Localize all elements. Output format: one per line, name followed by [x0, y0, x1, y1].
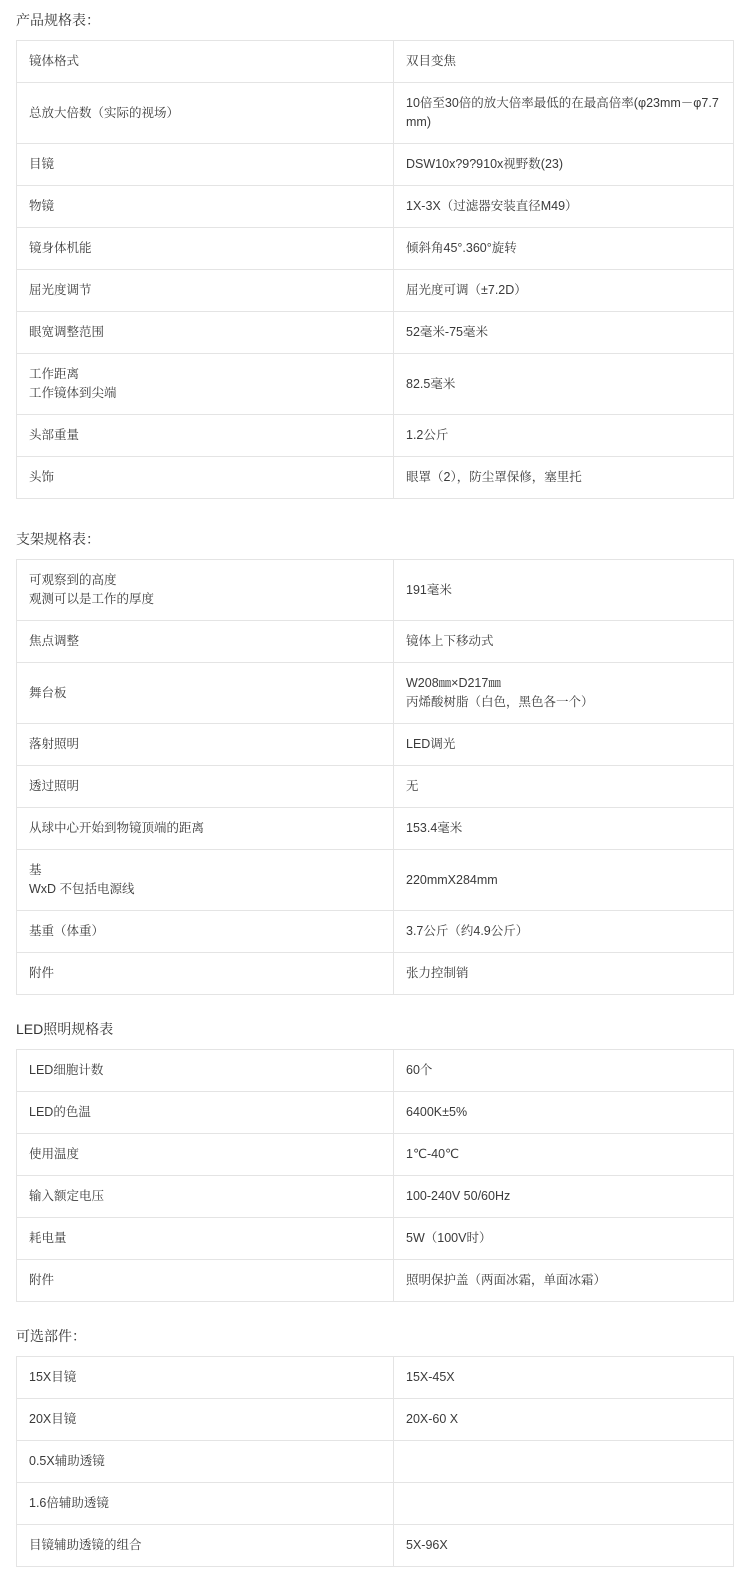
spec-label-line: WxD 不包括电源线	[29, 882, 135, 896]
spec-label-cell	[17, 1176, 394, 1218]
spec-label-line: 使用温度	[29, 1147, 80, 1161]
spec-label-line: LED细胞计数	[29, 1063, 104, 1077]
spec-label-line: 1.6倍辅助透镜	[29, 1496, 109, 1510]
spec-value-cell	[394, 1399, 734, 1441]
spec-value-line: 屈光度可调（±7.2D）	[406, 283, 527, 297]
table-row	[17, 83, 734, 144]
spec-label-cell	[17, 228, 394, 270]
spec-label-line: 输入额定电压	[29, 1189, 105, 1203]
spec-value-cell	[394, 560, 734, 621]
table-row	[17, 1176, 734, 1218]
table-row	[17, 766, 734, 808]
spec-value-line: 100-240V 50/60Hz	[406, 1189, 511, 1203]
section-title: LED照明规格表	[16, 1021, 114, 1037]
section-spacer	[16, 1302, 734, 1316]
spec-value-cell	[394, 41, 734, 83]
spec-value-cell	[394, 186, 734, 228]
section-spacer	[16, 1567, 734, 1581]
spec-section	[16, 519, 734, 995]
spec-label-line: 镜身体机能	[29, 241, 92, 255]
table-row	[17, 415, 734, 457]
spec-label-cell	[17, 911, 394, 953]
table-row	[17, 1050, 734, 1092]
spec-value-line: 眼罩（2），防尘罩保修，塞里托	[406, 470, 582, 484]
sections-container	[16, 0, 734, 1581]
table-row	[17, 1441, 734, 1483]
spec-label-line: 附件	[29, 1273, 55, 1287]
spec-label-cell	[17, 144, 394, 186]
table-row	[17, 312, 734, 354]
spec-label-cell	[17, 83, 394, 144]
spec-value-line: 10倍至30倍的放大倍率最低的在最高倍率(φ23mm－φ7.7	[406, 96, 719, 110]
spec-label-line: 舞台板	[29, 685, 67, 700]
spec-label-line: 15X目镜	[29, 1370, 77, 1384]
table-row	[17, 1092, 734, 1134]
table-row	[17, 560, 734, 621]
spec-label-cell	[17, 415, 394, 457]
spec-value-cell	[394, 1441, 734, 1483]
section-title: 支架规格表：	[16, 531, 100, 547]
spec-label-line: 目镜	[29, 157, 55, 171]
spec-label-line: 落射照明	[29, 737, 80, 751]
spec-label-line: 物镜	[29, 199, 55, 213]
spec-label-cell	[17, 270, 394, 312]
spec-value-line: 无	[406, 779, 419, 793]
table-row	[17, 724, 734, 766]
spec-value-cell	[394, 1134, 734, 1176]
spec-label-line: 屈光度调节	[29, 283, 92, 297]
spec-value-cell	[394, 83, 734, 144]
spec-value-cell	[394, 1176, 734, 1218]
table-row	[17, 41, 734, 83]
spec-value-line: 220mmX284mm	[406, 872, 498, 887]
table-row	[17, 1399, 734, 1441]
table-row	[17, 663, 734, 724]
spec-value-cell	[394, 457, 734, 499]
spec-label-line: 总放大倍数（实际的视场）	[29, 105, 180, 120]
spec-value-line: 20X-60 X	[406, 1412, 459, 1426]
spec-label-cell	[17, 312, 394, 354]
spec-label-line: 耗电量	[29, 1231, 67, 1245]
spec-value-cell	[394, 415, 734, 457]
table-row	[17, 1134, 734, 1176]
spec-label-cell	[17, 354, 394, 415]
table-row	[17, 621, 734, 663]
spec-table	[16, 40, 734, 499]
spec-value-line: 丙烯酸树脂（白色，黑色各一个）	[406, 695, 594, 709]
spec-table	[16, 1356, 734, 1567]
spec-label-cell	[17, 1441, 394, 1483]
spec-value-cell	[394, 1525, 734, 1567]
section-title: 产品规格表：	[16, 12, 100, 28]
spec-value-line: 5X-96X	[406, 1538, 448, 1552]
table-row	[17, 1260, 734, 1302]
table-row	[17, 1525, 734, 1567]
spec-value-cell	[394, 1357, 734, 1399]
spec-label-line: 眼宽调整范围	[29, 325, 105, 339]
table-row	[17, 1218, 734, 1260]
section-spacer	[16, 499, 734, 519]
spec-value-cell	[394, 1260, 734, 1302]
spec-value-line: W208㎜×D217㎜	[406, 676, 501, 690]
spec-value-cell	[394, 808, 734, 850]
spec-label-line: 焦点调整	[29, 634, 80, 648]
spec-value-cell	[394, 228, 734, 270]
spec-value-line: 15X-45X	[406, 1370, 455, 1384]
spec-value-line: 82.5毫米	[406, 376, 456, 391]
spec-label-line: 目镜辅助透镜的组合	[29, 1538, 142, 1552]
spec-value-cell	[394, 766, 734, 808]
spec-value-cell	[394, 1050, 734, 1092]
spec-value-line: 52毫米-75毫米	[406, 325, 488, 339]
spec-value-cell	[394, 911, 734, 953]
spec-value-line: 5W（100V时）	[406, 1231, 492, 1245]
spec-label-line: 头饰	[29, 470, 55, 484]
bottom-spacer	[16, 1581, 734, 1595]
spec-value-line: 6400K±5%	[406, 1105, 468, 1119]
spec-label-line: 工作镜体到尖端	[29, 386, 117, 400]
spec-value-cell	[394, 850, 734, 911]
spec-label-cell	[17, 41, 394, 83]
spec-value-line: 张力控制销	[406, 966, 469, 980]
spec-value-line: 照明保护盖（两面冰霜，单面冰霜）	[406, 1273, 607, 1287]
spec-value-cell	[394, 354, 734, 415]
spec-label-cell	[17, 560, 394, 621]
spec-value-line: 60个	[406, 1063, 433, 1077]
spec-label-cell	[17, 1092, 394, 1134]
spec-label-cell	[17, 1399, 394, 1441]
table-row	[17, 1357, 734, 1399]
spec-value-line: 倾斜角45°.360°旋转	[406, 241, 517, 255]
spec-value-line: LED调光	[406, 737, 456, 751]
spec-label-line: 附件	[29, 966, 55, 980]
spec-label-cell	[17, 1134, 394, 1176]
table-row	[17, 1483, 734, 1525]
spec-value-line: 1X-3X（过滤器安装直径M49）	[406, 199, 578, 213]
spec-value-line: 3.7公斤（约4.9公斤）	[406, 924, 529, 938]
spec-value-line: DSW10x?9?910x视野数(23)	[406, 157, 564, 171]
spec-label-line: 从球中心开始到物镜顶端的距离	[29, 821, 205, 835]
spec-value-line: 1.2公斤	[406, 428, 449, 442]
spec-label-cell	[17, 663, 394, 724]
spec-value-line: 191毫米	[406, 582, 452, 597]
spec-label-cell	[17, 457, 394, 499]
spec-label-line: 可观察到的高度	[29, 573, 117, 587]
spec-label-cell	[17, 1050, 394, 1092]
spec-label-cell	[17, 1483, 394, 1525]
table-row	[17, 186, 734, 228]
spec-value-line: 双目变焦	[406, 54, 457, 68]
spec-label-cell	[17, 1260, 394, 1302]
spec-value-cell	[394, 144, 734, 186]
table-row	[17, 228, 734, 270]
spec-label-cell	[17, 766, 394, 808]
table-row	[17, 850, 734, 911]
spec-value-cell	[394, 1218, 734, 1260]
table-row	[17, 270, 734, 312]
spec-label-line: 镜体格式	[29, 54, 80, 68]
spec-section	[16, 1009, 734, 1302]
spec-value-cell	[394, 312, 734, 354]
spec-label-cell	[17, 1218, 394, 1260]
spec-table	[16, 1049, 734, 1302]
section-title: 可选部件：	[16, 1328, 86, 1344]
spec-value-cell	[394, 270, 734, 312]
spec-label-line: 20X目镜	[29, 1412, 77, 1426]
spec-label-line: 头部重量	[29, 428, 80, 442]
spec-value-cell	[394, 724, 734, 766]
table-row	[17, 354, 734, 415]
spec-label-line: 透过照明	[29, 779, 80, 793]
table-row	[17, 457, 734, 499]
spec-label-cell	[17, 621, 394, 663]
spec-table	[16, 559, 734, 995]
section-spacer	[16, 995, 734, 1009]
spec-value-line: mm)	[406, 115, 431, 129]
spec-label-line: 观测可以是工作的厚度	[29, 592, 155, 606]
spec-label-cell	[17, 724, 394, 766]
spec-value-cell	[394, 1483, 734, 1525]
spec-section	[16, 0, 734, 499]
spec-label-cell	[17, 953, 394, 995]
table-row	[17, 911, 734, 953]
spec-value-cell	[394, 663, 734, 724]
spec-label-cell	[17, 1525, 394, 1567]
spec-section	[16, 1316, 734, 1567]
spec-value-line: 镜体上下移动式	[406, 634, 494, 648]
spec-value-cell	[394, 621, 734, 663]
spec-label-cell	[17, 1357, 394, 1399]
spec-value-line: 1℃-40℃	[406, 1147, 460, 1161]
spec-label-line: LED的色温	[29, 1105, 91, 1119]
spec-value-line: 153.4毫米	[406, 821, 463, 835]
spec-label-line: 基重（体重）	[29, 924, 105, 938]
spec-label-cell	[17, 808, 394, 850]
table-row	[17, 953, 734, 995]
spec-label-line: 工作距离	[29, 367, 80, 381]
spec-label-cell	[17, 850, 394, 911]
table-row	[17, 808, 734, 850]
spec-value-cell	[394, 1092, 734, 1134]
spec-label-line: 基	[29, 863, 42, 877]
spec-value-cell	[394, 953, 734, 995]
table-row	[17, 144, 734, 186]
spec-label-line: 0.5X辅助透镜	[29, 1454, 105, 1468]
spec-label-cell	[17, 186, 394, 228]
